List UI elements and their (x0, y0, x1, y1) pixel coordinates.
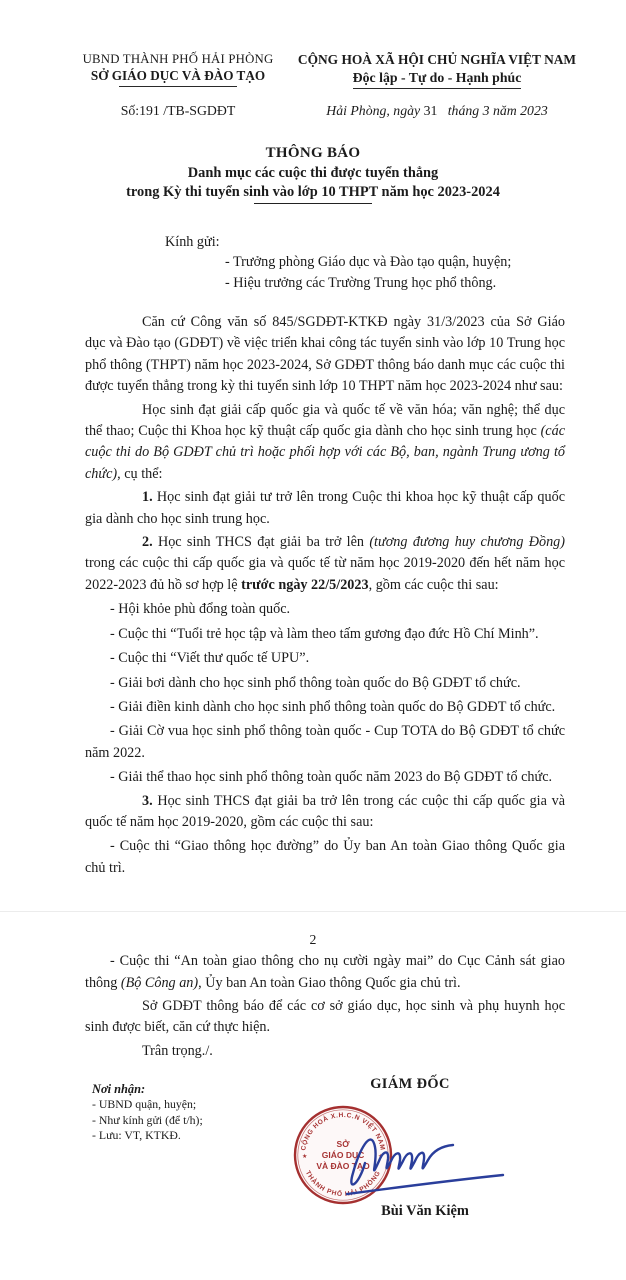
noi-nhan-item: - Như kính gửi (để t/h); (92, 1112, 203, 1127)
signer-name: Bùi Văn Kiệm (381, 1203, 469, 1220)
item-2-number: 2. (142, 534, 153, 551)
national-title: CỘNG HOÀ XÃ HỘI CHỦ NGHĨA VIỆT NAM (297, 52, 577, 67)
document-body-page2 (0, 951, 626, 1272)
salutation-block (85, 234, 565, 294)
contest-list-item: - Cuộc thi “Viết thư quốc tế UPU”. (110, 650, 310, 667)
national-motto-block (278, 52, 596, 89)
issuing-agency-block (78, 52, 278, 89)
page2-item-text-end: , Ủy ban An toàn Giao thông Quốc gia chủ trì. (198, 974, 461, 991)
national-motto: Độc lập - Tự do - Hạnh phúc (352, 70, 522, 85)
signer-title: GIÁM ĐỐC (370, 1076, 450, 1093)
header-left-rule (119, 86, 237, 87)
paragraph-legal-basis: Căn cứ Công văn số 845/SGDĐT-KTKĐ ngày 31/3/2023 của Sở Giáo dục và Đào tạo (GDĐT) về việc triển khai công tác tuyển sinh vào lớp 10 Trung học phổ thông (THPT) năm học 2023-2024, Sở GDĐT thông báo danh mục các cuộc thi được tuyển thẳng trong kỳ thi tuyển sinh lớp 10 THPT năm học 2023-2024 như sau: (85, 314, 565, 395)
item-1-text: Học sinh đạt giải tư trở lên trong Cuộc thi khoa học kỹ thuật cấp quốc gia dành cho học sinh trung học. (85, 489, 565, 527)
paragraph-item-3 (85, 791, 565, 834)
stamp-star-right: ★ (378, 1154, 384, 1161)
place-date-prefix: Hải Phòng, ngày (326, 103, 421, 118)
scope-text-end: , cụ thể: (117, 465, 163, 482)
recipient-item: - Hiệu trưởng các Trường Trung học phổ thông. (225, 275, 497, 291)
contest-list-item: - Cuộc thi “Tuổi trẻ học tập và làm theo tấm gương đạo đức Hồ Chí Minh”. (110, 625, 539, 642)
noi-nhan-item: - Lưu: VT, KTKĐ. (92, 1128, 181, 1143)
contest-list-item: - Giải bơi dành cho học sinh phổ thông toàn quốc do Bộ GDĐT tổ chức. (110, 674, 521, 691)
page2-item-note-italic: (Bộ Công an) (120, 974, 199, 991)
item-2-deadline-bold: trước ngày 22/5/2023 (241, 576, 369, 593)
paragraph-closing: Sở GDĐT thông báo để các cơ sở giáo dục, học sinh và phụ huynh học sinh được biết, căn cứ thực hiện. (85, 997, 565, 1036)
paragraph-regards: Trân trọng./. (142, 1042, 213, 1059)
doc-type-title: THÔNG BÁO (265, 145, 361, 161)
stamp-center-line3: VÀ ĐÀO TẠO (316, 1161, 370, 1172)
page-separator (0, 911, 626, 912)
signature-block (275, 1076, 545, 1220)
item-2-text-end: , gồm các cuộc thi sau: (368, 576, 499, 593)
noi-nhan-label: Nơi nhận: (92, 1082, 146, 1097)
issuing-agency-name: SỞ GIÁO DỤC VÀ ĐÀO TẠO (90, 68, 266, 83)
recipient-list (225, 252, 565, 294)
scope-text: Học sinh đạt giải cấp quốc gia và quốc tế về văn hóa; văn nghệ; thể dục thể thao; Cuộc thi Khoa học kỹ thuật cấp quốc gia dành cho học sinh trung học (85, 401, 565, 440)
header-right-rule (353, 88, 521, 89)
paragraph-scope (85, 400, 565, 486)
scope-note-italic: (các cuộc thi do Bộ GDĐT chủ trì hoặc phối hợp với các Bộ, ban, ngành Trung ương tổ chức) (85, 423, 565, 482)
document-title-block (0, 145, 626, 204)
page2-item-text: - Cuộc thi “An toàn giao thông cho nụ cười ngày mai” do Cục Cảnh sát giao thông (85, 953, 565, 991)
date-day: 31 (420, 103, 448, 118)
stamp-arc-top-text: CỘNG HOÀ X.H.C.N VIỆT NAM (300, 1112, 386, 1152)
place-date (278, 103, 596, 119)
item-2-note-italic: (tương đương huy chương Đồng) (369, 534, 565, 551)
doc-number-row (0, 89, 626, 119)
document-header (0, 0, 626, 89)
doc-number: Số:191 /TB-SGDĐT (120, 103, 236, 118)
stamp-star-left: ★ (302, 1154, 308, 1161)
item-2-text: Học sinh THCS đạt giải ba trở lên (152, 534, 370, 551)
stamp-center-line2: GIÁO DỤC (321, 1150, 365, 1161)
document-body (0, 234, 626, 879)
official-stamp-and-signature-svg (275, 1097, 545, 1219)
item-3-number: 3. (142, 792, 153, 809)
item-3-text: Học sinh THCS đạt giải ba trở lên trong các cuộc thi cấp quốc gia và quốc tế năm học 2019-2020, gồm các cuộc thi sau: (85, 792, 565, 830)
stamp-center-line1: SỞ (336, 1139, 350, 1150)
item-2-text: trong các cuộc thi cấp quốc gia và quốc tế từ năm học 2019-2020 đến hết năm học 2022-2023 đủ hồ sơ hợp lệ (85, 555, 565, 593)
recipient-item: - Trưởng phòng Giáo dục và Đào tạo quận, huyện; (225, 254, 512, 270)
doc-subject-line1: Danh mục các cuộc thi được tuyển thẳng (187, 165, 439, 181)
doc-subject-line2: trong Kỳ thi tuyển sinh vào lớp 10 THPT năm học 2023-2024 (126, 184, 500, 200)
noi-nhan-item: - UBND quận, huyện; (92, 1097, 197, 1112)
stamp-and-signature (275, 1097, 545, 1219)
place-date-suffix: tháng 3 năm 2023 (447, 103, 548, 118)
contest-list-item (85, 951, 565, 994)
recipients-footer-block (92, 1082, 292, 1144)
footer-block (85, 1076, 565, 1272)
stamp-arc-bottom-text: THÀNH PHỐ HẢI PHÒNG (303, 1169, 383, 1199)
contest-list-item: - Cuộc thi “Giao thông học đường” do Ủy ban An toàn Giao thông Quốc gia chủ trì. (85, 838, 565, 876)
title-rule (254, 203, 372, 204)
page-number: 2 (309, 932, 317, 948)
salutation-label: Kính gửi: (165, 234, 220, 250)
contest-list-item: - Giải thể thao học sinh phổ thông toàn quốc năm 2023 do Bộ GDĐT tổ chức. (110, 769, 553, 786)
contest-list-item: - Hội khỏe phù đổng toàn quốc. (110, 601, 291, 618)
issuing-agency-parent: UBND THÀNH PHỐ HẢI PHÒNG (82, 52, 274, 66)
contest-list-item: - Giải điền kinh dành cho học sinh phổ thông toàn quốc do Bộ GDĐT tổ chức. (110, 698, 556, 715)
paragraph-item-2 (85, 532, 565, 596)
paragraph-item-1 (85, 487, 565, 530)
contest-list-item: - Giải Cờ vua học sinh phổ thông toàn quốc - Cup TOTA do Bộ GDĐT tổ chức năm 2022. (85, 723, 565, 761)
item-1-number: 1. (142, 489, 153, 506)
